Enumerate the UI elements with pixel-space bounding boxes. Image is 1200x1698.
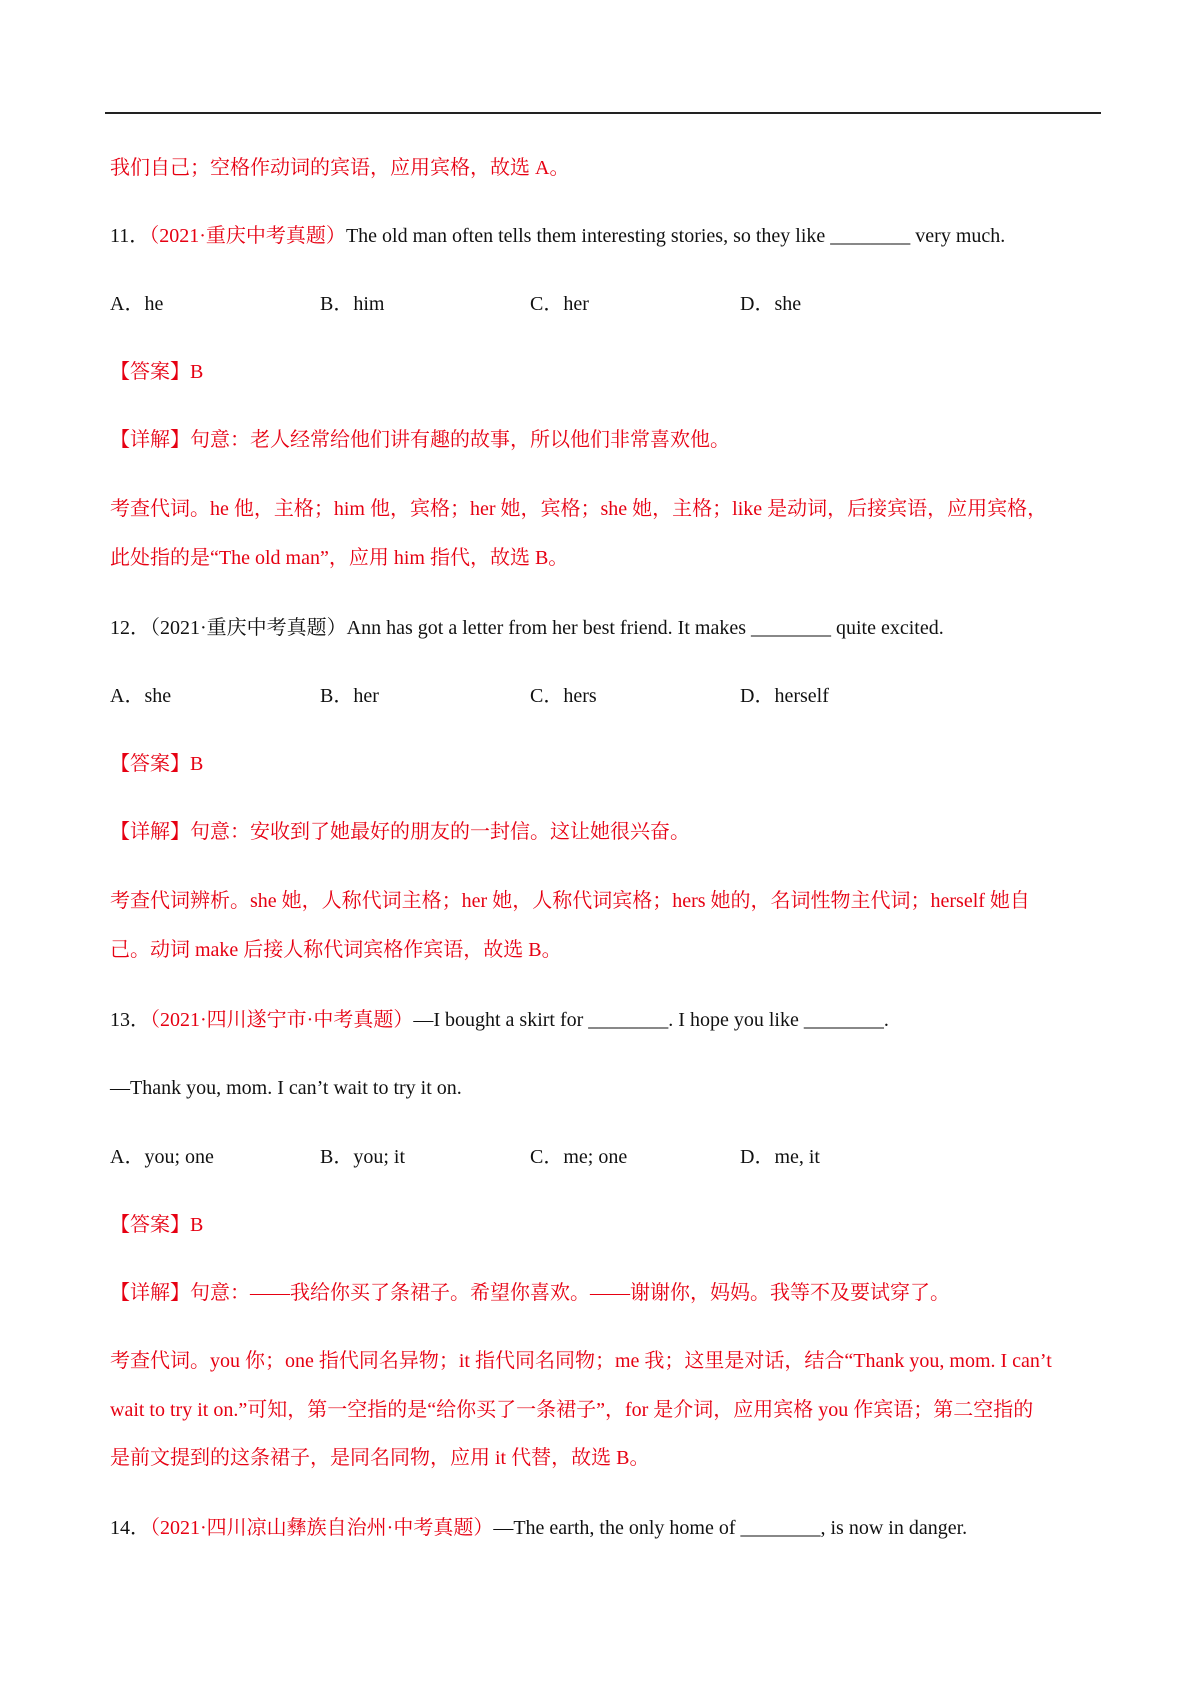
explanation-line: 考查代词。you 你；one 指代同名异物；it 指代同名同物；me 我；这里是对话，结合“Thank you, mom. I can’t	[110, 1350, 1052, 1372]
explanation-line: 考查代词。he 他，主格；him 他，宾格；her 她，宾格；she 她，主格；like 是动词，后接宾语，应用宾格，	[110, 498, 1048, 520]
question-stem: —The earth, the only home of ________, is now in danger.	[493, 1517, 968, 1539]
question-number: 11．	[110, 225, 150, 247]
question-source: （2021·四川遂宁市·中考真题）	[150, 1009, 414, 1031]
option-b: B．you; it	[320, 1146, 406, 1168]
option-a: A．she	[110, 685, 172, 707]
question-14	[110, 1514, 967, 1542]
question-number: 13．	[110, 1009, 150, 1031]
answer: 【答案】B	[110, 1214, 204, 1236]
option-b: B．him	[320, 293, 385, 315]
explanation-continuation: 我们自己；空格作动词的宾语，应用宾格，故选 A。	[110, 157, 570, 179]
question-number: 12．	[110, 617, 150, 639]
explanation-line: 此处指的是“The old man”，应用 him 指代，故选 B。	[110, 547, 569, 569]
question-source: （2021·重庆中考真题）	[149, 225, 346, 247]
question-stem-line-2: —Thank you, mom. I can’t wait to try it on.	[110, 1077, 462, 1099]
explanation-line: 考查代词辨析。she 她，人称代词主格；her 她，人称代词宾格；hers 她的，名词性物主代词；herself 她自	[110, 890, 1030, 912]
question-stem: —I bought a skirt for ________. I hope you like ________.	[413, 1009, 889, 1031]
option-a: A．you; one	[110, 1146, 214, 1168]
answer: 【答案】B	[110, 753, 204, 775]
explanation-line: 【详解】句意：老人经常给他们讲有趣的故事，所以他们非常喜欢他。	[110, 429, 730, 451]
option-a: A．he	[110, 293, 164, 315]
question-13	[110, 1006, 889, 1034]
explanation-line: 【详解】句意：——我给你买了条裙子。希望你喜欢。——谢谢你，妈妈。我等不及要试穿了。	[110, 1282, 950, 1304]
option-b: B．her	[320, 685, 379, 707]
header-rule	[105, 112, 1101, 114]
question-12	[110, 614, 944, 642]
option-c: C．her	[530, 293, 589, 315]
option-d: D．me, it	[740, 1146, 820, 1168]
explanation-line: 【详解】句意：安收到了她最好的朋友的一封信。这让她很兴奋。	[110, 821, 690, 843]
option-d: D．herself	[740, 685, 829, 707]
answer: 【答案】B	[110, 361, 204, 383]
question-11	[110, 222, 1005, 250]
question-source: （2021·重庆中考真题）	[150, 617, 347, 639]
explanation-line: 是前文提到的这条裙子，是同名同物，应用 it 代替，故选 B。	[110, 1447, 650, 1469]
question-stem: The old man often tells them interesting stories, so they like ________ very much.	[345, 225, 1006, 247]
question-number: 14．	[110, 1517, 150, 1539]
option-c: C．hers	[530, 685, 597, 707]
explanation-line: wait to try it on.”可知，第一空指的是“给你买了一条裙子”，for 是介词，应用宾格 you 作宾语；第二空指的	[110, 1399, 1034, 1421]
option-d: D．she	[740, 293, 802, 315]
option-c: C．me; one	[530, 1146, 628, 1168]
question-source: （2021·四川凉山彝族自治州·中考真题）	[150, 1517, 494, 1539]
explanation-line: 己。动词 make 后接人称代词宾格作宾语，故选 B。	[110, 939, 562, 961]
question-stem: Ann has got a letter from her best friend. It makes ________ quite excited.	[346, 617, 944, 639]
